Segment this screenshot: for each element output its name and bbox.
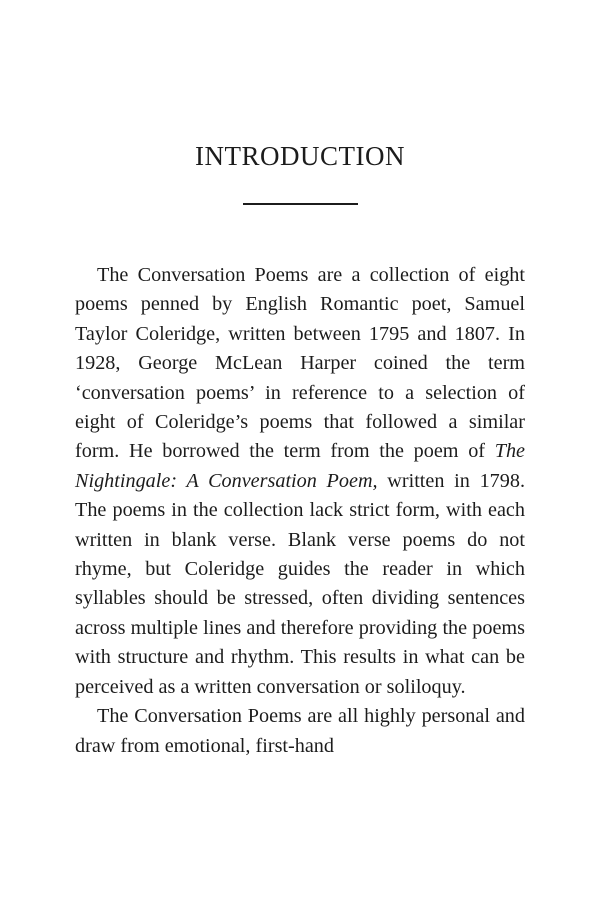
italic-poem-title: The Nightingale: A Conversation Poem, bbox=[75, 440, 525, 492]
title-divider bbox=[243, 203, 358, 205]
body-text bbox=[75, 261, 525, 761]
chapter-title: INTRODUCTION bbox=[195, 141, 405, 171]
paragraph-1 bbox=[75, 261, 525, 702]
paragraph-1-text-end: written in 1798. The poems in the collection lack strict form, with each written in blank verse. Blank verse poems do not rhyme, but Coleridge guides the reader in which syllables should be stressed, often dividing sentences across multiple lines and therefore providing the poems with structure and rhythm. This results in what can be perceived as a written conversation or soliloquy. bbox=[75, 469, 526, 698]
paragraph-2: The Conversation Poems are all highly personal and draw from emotional, first-hand bbox=[75, 705, 525, 757]
paragraph-1-text-start: The Conversation Poems are a collection of eight poems penned by English Romantic poet, Samuel Taylor Coleridge, written between 1795 and 1807. In 1928, George McLean Harper coined the term ‘conversation poems’ in reference to a selection of eight of Coleridge’s poems that followed a similar form. He borrowed the term from the poem of bbox=[75, 264, 525, 463]
